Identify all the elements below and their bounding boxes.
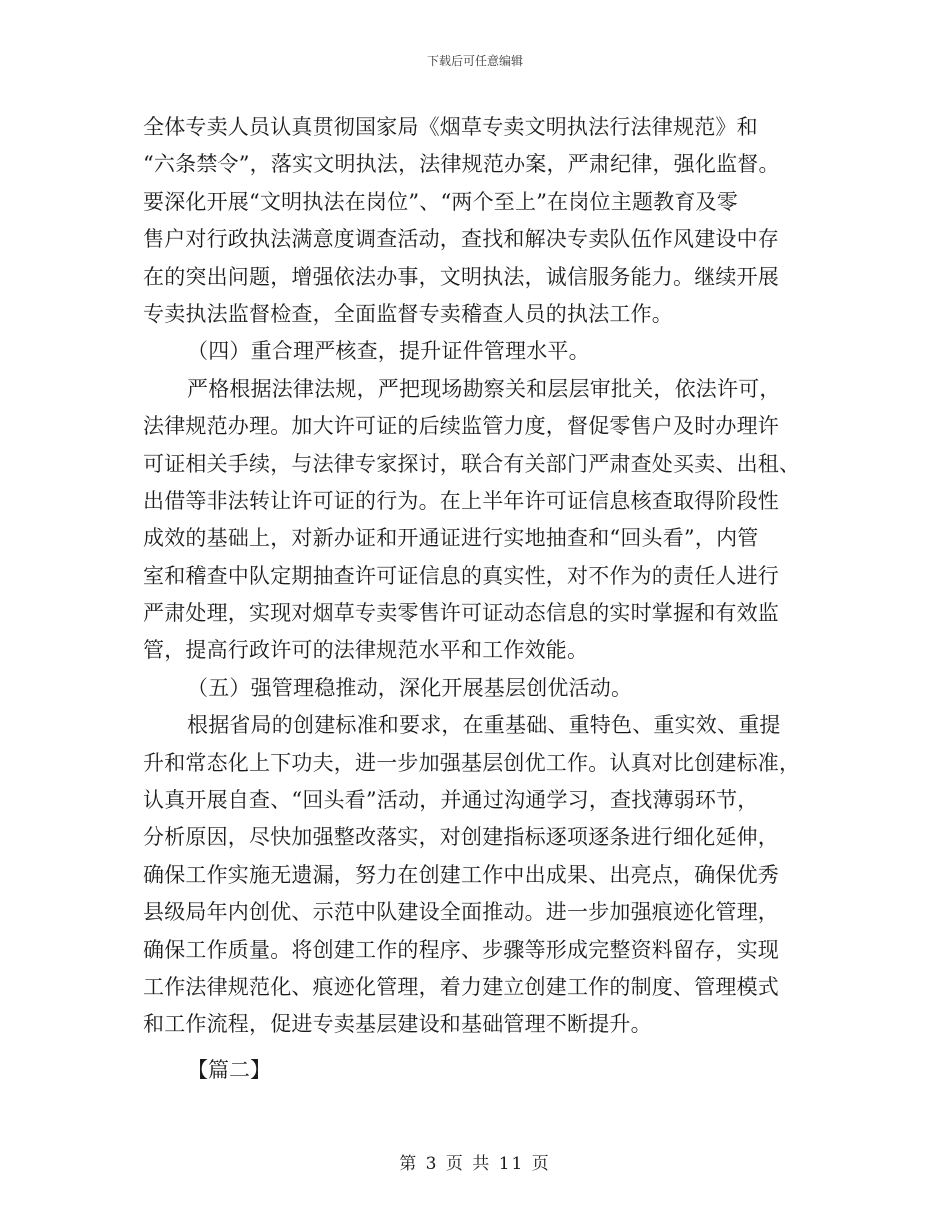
body-line-21: 确保工作实施无遗漏，努力在创建工作中出成果、出亮点，确保优秀 [143, 862, 779, 887]
body-line-1: 全体专卖人员认真贯彻国家局《烟草专卖文明执法行法律规范》和 [143, 115, 758, 139]
body-line-4: 售户对行政执法满意度调查活动，查找和解决专卖队伍作风建设中存 [143, 227, 779, 252]
body-line-3: 要深化开展“文明执法在岗位”、“两个至上”在岗位主题教育及零 [143, 189, 738, 214]
body-line-10: 可证相关手续，与法律专家探讨，联合有关部门严肃查处买卖、出租、 [143, 451, 801, 476]
body-line-22: 县级局年内创优、示范中队建设全面推动。进一步加强痕迹化管理， [143, 900, 779, 925]
body-line-23: 确保工作质量。将创建工作的程序、步骤等形成完整资料留存，实现 [143, 937, 779, 962]
body-line-17: 根据省局的创建标准和要求，在重基础、重特色、重实效、重提 [187, 713, 781, 738]
body-line-5: 在的突出问题，增强依法办事，文明执法，诚信服务能力。继续开展 [143, 264, 779, 289]
body-line-25: 和工作流程，促进专卖基层建设和基础管理不断提升。 [143, 1012, 652, 1037]
body-line-18: 升和常态化上下功夫，进一步加强基层创优工作。认真对比创建标准， [143, 750, 801, 775]
body-line-19: 认真开展自查、“回头看”活动，并通过沟通学习，查找薄弱环节， [143, 788, 759, 813]
body-line-24: 工作法律规范化、痕迹化管理，着力建立创建工作的制度、管理模式 [143, 974, 779, 999]
page-number-footer: 第 3 页 共 11 页 [399, 1154, 551, 1174]
body-line-20: 分析原因，尽快加强整改落实，对创建指标逐项逐条进行细化延伸， [143, 825, 779, 850]
body-line-11: 出借等非法转让许可证的行为。在上半年许可证信息核查取得阶段性 [143, 488, 779, 513]
body-line-13: 室和稽查中队定期抽查许可证信息的真实性，对不作为的责任人进行 [143, 563, 779, 588]
section-heading-5: （五）强管理稳推动，深化开展基层创优活动。 [187, 675, 633, 700]
body-line-15: 管，提高行政许可的法律规范水平和工作效能。 [143, 638, 589, 663]
page-header-note: 下载后可任意编辑 [426, 54, 523, 68]
section-marker-part-two: 【篇二】 [187, 1057, 271, 1082]
body-line-8: 严格根据法律法规，严把现场勘察关和层层审批关，依法许可， [187, 376, 781, 401]
body-line-6: 专卖执法监督检查，全面监督专卖稽查人员的执法工作。 [143, 301, 673, 326]
body-line-2: “六条禁令”，落实文明执法，法律规范办案，严肃纪律，强化监督。 [143, 152, 780, 177]
body-line-12: 成效的基础上，对新办证和开通证进行实地抽查和“回头看”，内管 [143, 526, 759, 551]
body-line-14: 严肃处理，实现对烟草专卖零售许可证动态信息的实时掌握和有效监 [143, 601, 779, 626]
section-heading-4: （四）重合理严核查，提升证件管理水平。 [187, 339, 590, 364]
document-body [143, 109, 833, 1089]
body-line-9: 法律规范办理。加大许可证的后续监管力度，督促零售户及时办理许 [143, 414, 779, 439]
